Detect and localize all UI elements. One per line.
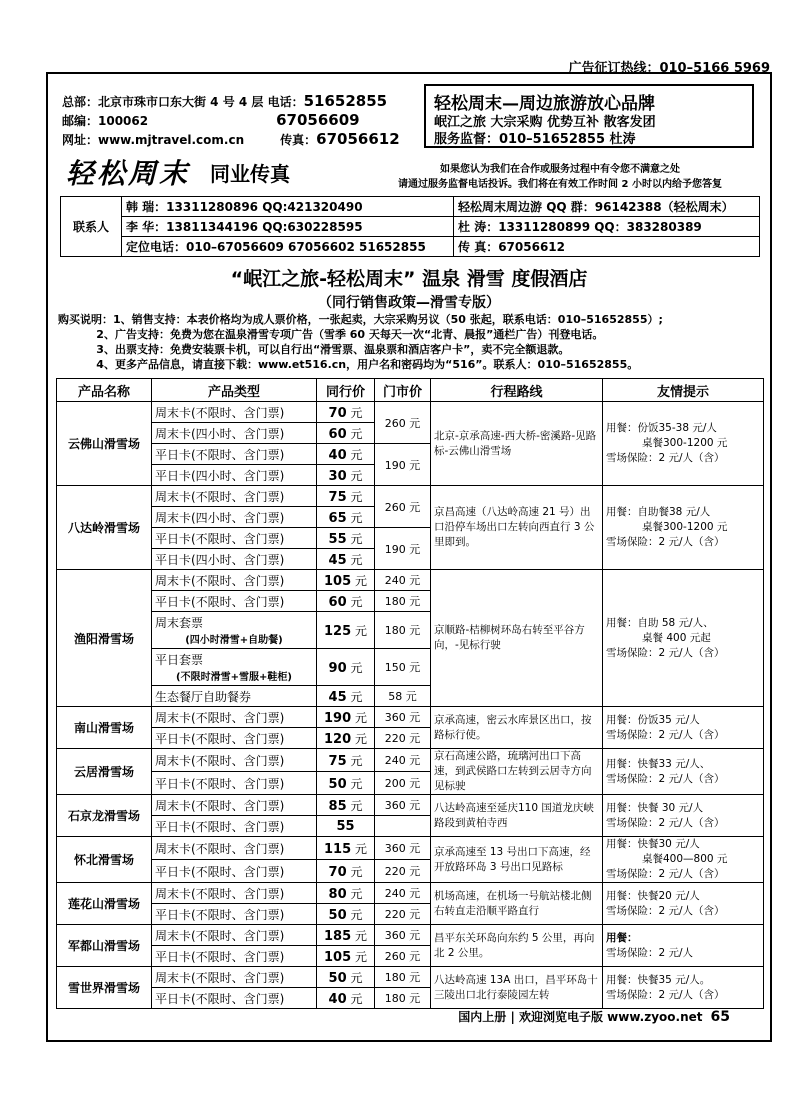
page-number: 65 <box>710 1009 730 1025</box>
door-price: 180 元 <box>375 612 431 649</box>
door-price: 260 元 <box>375 402 431 444</box>
tips <box>603 486 764 570</box>
trade-price: 85 <box>328 798 347 814</box>
unit: 元 <box>350 991 363 1006</box>
table-row <box>57 402 764 423</box>
door-price: 220 元 <box>375 860 431 883</box>
unit: 元 <box>350 447 363 462</box>
ticket-type: 生态餐厅自助餐券 <box>152 686 317 707</box>
door-price: 220 元 <box>375 904 431 925</box>
purchase-notes <box>58 312 768 372</box>
unit: 元 <box>350 798 363 813</box>
tip-meal: 用餐：快餐30 元/人 <box>606 838 700 850</box>
door-price: 360 元 <box>375 925 431 946</box>
ticket-type: 平日卡(不限时、含门票) <box>152 528 317 549</box>
door-price: 150 元 <box>375 649 431 686</box>
route: 昌平东关环岛向东约 5 公里，再向北 2 公里。 <box>431 925 603 967</box>
tip-insurance: 雪场保险：2 元/人（含） <box>606 816 725 829</box>
resort-name: 莲花山滑雪场 <box>57 883 152 925</box>
route: 京承高速至 13 号出口下高速，经开放路环岛 3 号出口见路标 <box>431 837 603 883</box>
tip-meal: 用餐：快餐35 元/人。 <box>606 973 711 986</box>
note-1: 购买说明：1、销售支持：本表价格均为成人票价格，一张起卖，大宗采购另议（50 张起，联系电话：010–51652855）; <box>58 313 663 326</box>
tips <box>603 837 764 883</box>
ticket-type-detail: (不限时滑雪+雪服+鞋柜) <box>176 672 292 683</box>
trade-price: 75 <box>328 489 347 505</box>
trade-price: 125 <box>324 623 352 639</box>
door-price: 360 元 <box>375 707 431 728</box>
ticket-type: 平日卡(不限时、含门票) <box>152 591 317 612</box>
trade-price: 55 <box>328 531 347 547</box>
table-row <box>57 837 764 860</box>
tips <box>603 707 764 749</box>
tip-meal-2: 桌餐 400 元起 <box>642 631 711 644</box>
tip-insurance: 雪场保险：2 元/人（含） <box>606 728 725 741</box>
ticket-type: 平日卡(四小时、含门票) <box>152 549 317 570</box>
tip-meal: 用餐：份饭35-38 元/人 <box>606 422 717 434</box>
resort-name: 怀北滑雪场 <box>57 837 152 883</box>
unit: 元 <box>354 710 367 725</box>
unit: 元 <box>354 573 367 588</box>
trade-price: 70 <box>328 405 347 421</box>
tip-meal-2: 桌餐300-1200 元 <box>642 521 728 533</box>
resort-name: 雪世界滑雪场 <box>57 967 152 1009</box>
tip-insurance: 雪场保险：2 元/人（含） <box>606 868 725 880</box>
ticket-type: 周末卡(不限时、含门票) <box>152 925 317 946</box>
brand-title: 轻松周末—周边旅游放心品牌 <box>434 94 655 114</box>
tip-meal: 用餐：快餐 30 元/人 <box>606 801 704 814</box>
tips <box>603 883 764 925</box>
contact-du: 杜 涛：13311280899 QQ：383280389 <box>454 217 760 237</box>
complaint-note <box>360 162 760 192</box>
ticket-type: 平日卡(不限时、含门票) <box>152 860 317 883</box>
ticket-type: 周末卡(不限时、含门票) <box>152 883 317 904</box>
tip-meal: 用餐： <box>606 931 638 944</box>
ticket-type: 平日卡(不限时、含门票) <box>152 946 317 967</box>
ticket-type: 周末卡(不限时、含门票) <box>152 707 317 728</box>
resort-name: 八达岭滑雪场 <box>57 486 152 570</box>
fax-number: 67056612 <box>316 130 400 148</box>
ticket-type: 周末卡(四小时、含门票) <box>152 507 317 528</box>
resort-name: 军都山滑雪场 <box>57 925 152 967</box>
ticket-type: 周末卡(不限时、含门票) <box>152 837 317 860</box>
tip-insurance: 雪场保险：2 元/人（含） <box>606 452 725 464</box>
brand-line1: 岷江之旅 大宗采购 优势互补 散客发团 <box>434 115 656 130</box>
ticket-type: 平日卡(不限时、含门票) <box>152 772 317 795</box>
header-door-price: 门市价 <box>375 379 431 402</box>
phone-2: 67056609 <box>276 111 360 129</box>
contact-li: 李 华：13811344196 QQ:630228595 <box>122 217 454 237</box>
door-price-empty <box>375 816 431 837</box>
hq-address: 总部：北京市珠市口东大街 4 号 4 层 电话： <box>62 95 304 109</box>
ticket-type: 平日卡(不限时、含门票) <box>152 988 317 1009</box>
unit: 元 <box>350 405 363 420</box>
tip-meal-2: 桌餐400—800 元 <box>642 853 728 865</box>
trade-price: 45 <box>328 689 347 705</box>
ad-hotline: 广告征订热线：010–5166 5969 <box>568 61 770 76</box>
price-table <box>56 378 764 1009</box>
tips <box>603 967 764 1009</box>
table-row <box>57 749 764 772</box>
unit: 元 <box>350 552 363 567</box>
trade-price: 50 <box>328 776 347 792</box>
unit: 元 <box>350 468 363 483</box>
table-header <box>57 379 764 402</box>
unit: 元 <box>350 753 363 768</box>
ticket-type: 平日卡(不限时、含门票) <box>152 904 317 925</box>
ticket-type: 周末卡(不限时、含门票) <box>152 570 317 591</box>
resort-name: 南山滑雪场 <box>57 707 152 749</box>
trade-price: 105 <box>324 573 352 589</box>
unit: 元 <box>354 623 367 638</box>
table-row <box>57 795 764 816</box>
header-route: 行程路线 <box>431 379 603 402</box>
tip-meal: 用餐：自助 58 元/人、 <box>606 616 714 629</box>
tip-insurance: 雪场保险：2 元/人（含） <box>606 536 725 548</box>
route: 京承高速，密云水库景区出口，按路标行使。 <box>431 707 603 749</box>
fax-label: 传真： <box>280 133 317 147</box>
table-row <box>57 883 764 904</box>
tips <box>603 749 764 795</box>
unit: 元 <box>350 510 363 525</box>
ticket-type: 周末套票 <box>155 616 204 630</box>
trade-price: 120 <box>324 731 352 747</box>
logo: 轻松周末 <box>66 157 191 190</box>
trade-price: 65 <box>328 510 347 526</box>
logo-subtitle: 同业传真 <box>210 162 290 186</box>
ticket-type: 平日卡(不限时、含门票) <box>152 728 317 749</box>
door-price: 190 元 <box>375 444 431 486</box>
route: 八达岭高速 13A 出口，昌平环岛十三陵出口北行泰陵园左转 <box>431 967 603 1009</box>
unit: 元 <box>354 949 367 964</box>
trade-price: 30 <box>328 468 347 484</box>
door-price: 360 元 <box>375 795 431 816</box>
unit: 元 <box>350 531 363 546</box>
tip-meal: 用餐：自助餐38 元/人 <box>606 506 711 518</box>
unit: 元 <box>350 907 363 922</box>
ticket-type: 周末卡(不限时、含门票) <box>152 967 317 988</box>
tip-insurance: 雪场保险：2 元/人（含） <box>606 772 725 785</box>
company-contact <box>62 92 400 149</box>
route: 京石高速公路，琉璃河出口下高速，到武侯路口左转到云居寺方向见标驶 <box>431 749 603 795</box>
door-price: 240 元 <box>375 749 431 772</box>
door-price: 240 元 <box>375 883 431 904</box>
tips <box>603 570 764 707</box>
table-row <box>57 925 764 946</box>
tip-meal: 用餐：份饭35 元/人 <box>606 713 700 726</box>
tips <box>603 795 764 837</box>
door-price: 190 元 <box>375 528 431 570</box>
table-row <box>57 570 764 591</box>
contacts-table <box>60 196 760 257</box>
tips <box>603 925 764 967</box>
route: 北京-京承高速-西大桥-密溪路-见路标-云佛山滑雪场 <box>431 402 603 486</box>
trade-price: 45 <box>328 552 347 568</box>
zip-code: 邮编：100062 <box>62 114 149 128</box>
qq-group: 轻松周末周边游 QQ 群：96142388（轻松周末） <box>454 197 760 217</box>
ticket-type: 周末卡(不限时、含门票) <box>152 486 317 507</box>
note-2: 2、广告支持：免费为您在温泉滑雪专项广告（雪季 60 天每天一次“北青、晨报”通栏广告）刊登电话。 <box>58 328 604 341</box>
header-type: 产品类型 <box>152 379 317 402</box>
trade-price: 40 <box>328 991 347 1007</box>
unit: 元 <box>354 841 367 856</box>
table-row <box>57 967 764 988</box>
tip-meal: 用餐：快餐20 元/人 <box>606 889 700 902</box>
table-row <box>57 707 764 728</box>
door-price: 200 元 <box>375 772 431 795</box>
unit: 元 <box>350 594 363 609</box>
trade-price: 50 <box>328 970 347 986</box>
fax-row: 传 真：67056612 <box>454 237 760 257</box>
door-price: 260 元 <box>375 486 431 528</box>
route: 京顺路-桔柳树环岛右转至平谷方向，-见标行驶 <box>431 570 603 707</box>
tip-insurance: 雪场保险：2 元/人（含） <box>606 988 725 1001</box>
trade-price: 105 <box>324 949 352 965</box>
ticket-type: 平日卡(四小时、含门票) <box>152 465 317 486</box>
complaint-line1: 如果您认为我们在合作或服务过程中有令您不满意之处 <box>440 164 680 175</box>
unit: 元 <box>350 426 363 441</box>
ticket-type: 周末卡(不限时、含门票) <box>152 795 317 816</box>
ticket-type: 平日套票 <box>155 653 204 667</box>
door-price: 180 元 <box>375 988 431 1009</box>
unit: 元 <box>354 928 367 943</box>
door-price: 240 元 <box>375 570 431 591</box>
page-footer <box>458 1008 730 1025</box>
header-product: 产品名称 <box>57 379 152 402</box>
footer-text: 国内上册 | 欢迎浏览电子版 www.zyoo.net <box>458 1010 703 1024</box>
resort-name: 石京龙滑雪场 <box>57 795 152 837</box>
door-price: 360 元 <box>375 837 431 860</box>
ticket-type: 平日卡(不限时、含门票) <box>152 816 317 837</box>
resort-name: 云佛山滑雪场 <box>57 402 152 486</box>
unit: 元 <box>350 776 363 791</box>
brand-line2: 服务监督：010–51652855 杜涛 <box>434 132 636 147</box>
tip-insurance: 雪场保险：2 元/人 <box>606 946 694 959</box>
trade-price: 185 <box>324 928 352 944</box>
door-price: 180 元 <box>375 591 431 612</box>
tip-insurance: 雪场保险：2 元/人（含） <box>606 646 725 659</box>
unit: 元 <box>350 489 363 504</box>
trade-price: 70 <box>328 864 347 880</box>
contacts-label: 联系人 <box>61 197 122 257</box>
unit: 元 <box>350 970 363 985</box>
unit: 元 <box>350 864 363 879</box>
resort-name: 云居滑雪场 <box>57 749 152 795</box>
door-price: 58 元 <box>375 686 431 707</box>
unit: 元 <box>350 660 363 675</box>
trade-price: 60 <box>328 594 347 610</box>
door-price: 180 元 <box>375 967 431 988</box>
trade-price: 50 <box>328 907 347 923</box>
ticket-type: 平日卡(不限时、含门票) <box>152 444 317 465</box>
ticket-type-detail: (四小时滑雪+自助餐) <box>185 635 283 646</box>
ticket-type: 周末卡(不限时、含门票) <box>152 402 317 423</box>
note-3: 3、出票支持：免费安装票卡机，可以自行出“滑雪票、温泉票和酒店客户卡”，卖不完全额退款。 <box>58 343 570 356</box>
unit: 元 <box>350 689 363 704</box>
table-row <box>57 486 764 507</box>
complaint-line2: 请通过服务监督电话投诉。我们将在有效工作时间 2 小时以内给予您答复 <box>398 179 722 190</box>
trade-price: 60 <box>328 426 347 442</box>
tip-meal-2: 桌餐300-1200 元 <box>642 437 728 449</box>
trade-price: 40 <box>328 447 347 463</box>
tip-insurance: 雪场保险：2 元/人（含） <box>606 904 725 917</box>
trade-price: 55 <box>336 818 355 834</box>
tip-meal: 用餐：快餐33 元/人、 <box>606 757 711 770</box>
unit: 元 <box>354 731 367 746</box>
website[interactable]: 网址：www.mjtravel.com.cn <box>62 133 245 147</box>
brand-box <box>424 84 754 148</box>
unit: 元 <box>350 886 363 901</box>
sub-title: （同行销售政策—滑雪专版） <box>318 295 500 311</box>
header-tips: 友情提示 <box>603 379 764 402</box>
tips <box>603 402 764 486</box>
main-title: “岷江之旅-轻松周末” 温泉 滑雪 度假酒店 <box>230 268 588 290</box>
trade-price: 75 <box>328 753 347 769</box>
hq-phone: 51652855 <box>303 92 388 110</box>
note-4: 4、更多产品信息，请直接下载：www.et516.cn，用户名和密码均为“516”。联系人：010–51652855。 <box>58 358 639 371</box>
header-trade-price: 同行价 <box>317 379 375 402</box>
trade-price: 115 <box>324 841 352 857</box>
door-price: 260 元 <box>375 946 431 967</box>
contact-han: 韩 瑞：13311280896 QQ:421320490 <box>122 197 454 217</box>
door-price: 220 元 <box>375 728 431 749</box>
route: 机场高速，在机场一号航站楼北侧右转直走沿顺平路直行 <box>431 883 603 925</box>
trade-price: 80 <box>328 886 347 902</box>
trade-price: 190 <box>324 710 352 726</box>
ticket-type: 周末卡(四小时、含门票) <box>152 423 317 444</box>
ticket-type: 周末卡(不限时、含门票) <box>152 749 317 772</box>
resort-name: 渔阳滑雪场 <box>57 570 152 707</box>
fixed-phone: 定位电话：010–67056609 67056602 51652855 <box>122 237 454 257</box>
route: 八达岭高速至延庆110 国道龙庆峡路段到黄柏寺西 <box>431 795 603 837</box>
route: 京昌高速（八达岭高速 21 号）出口沿停车场出口左转向西直行 3 公里即到。 <box>431 486 603 570</box>
trade-price: 90 <box>328 660 347 676</box>
